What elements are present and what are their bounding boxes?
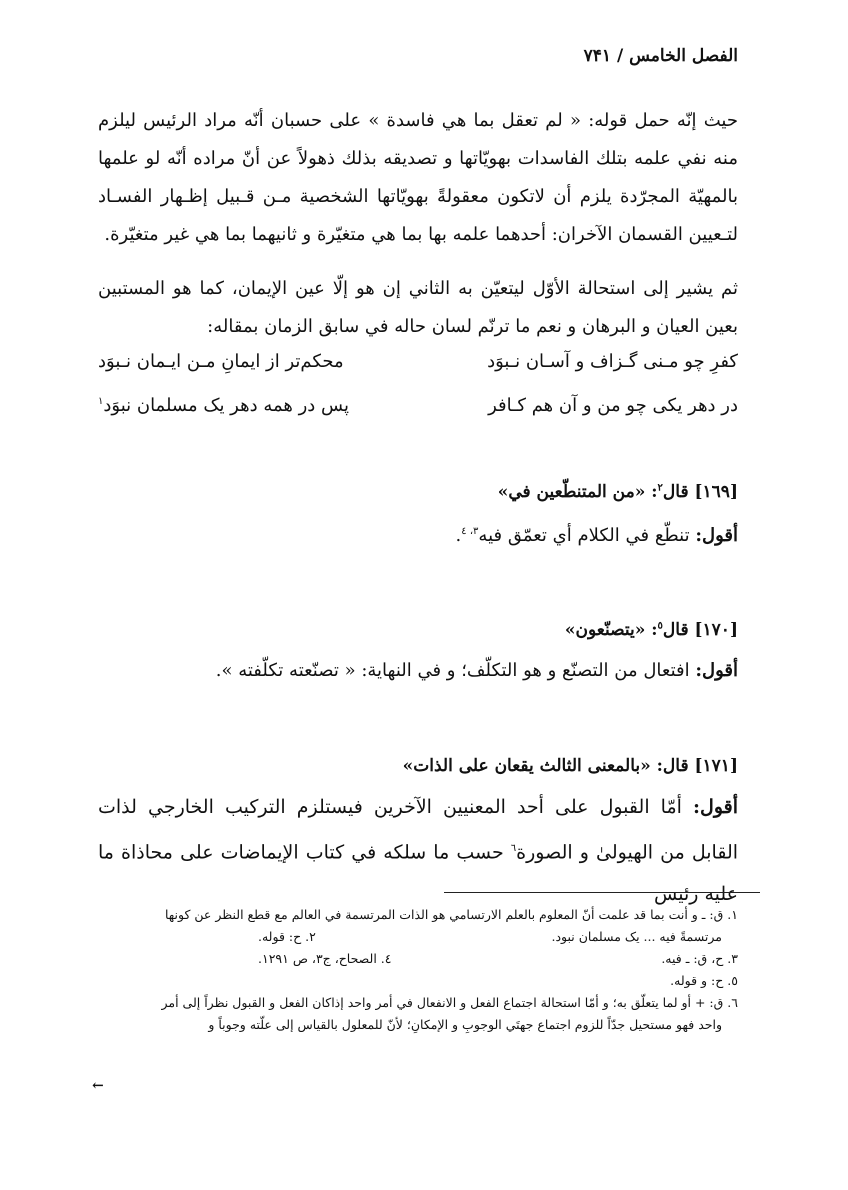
verse-2-second-text: پس در همه دهر يک مسلمان نبوَد xyxy=(103,395,350,416)
entry-171-number: [١٧١] قال xyxy=(662,756,738,776)
entry-169-aqul: أقول: xyxy=(695,525,738,546)
footnote-row-1b-2 xyxy=(78,926,738,948)
footnote-4: ٤. الصحاح، ج٣، ص ١٢٩١. xyxy=(258,951,392,966)
verse-line-2 xyxy=(98,395,738,439)
entry-171-end: حسب ما سلكه في كتاب الإيماضات على محاذاة ما عليه رئيس xyxy=(98,841,738,906)
footnote-3: ٣. ح، ق: ـ فيه. xyxy=(661,951,738,966)
entry-170-quote: : «يتصنّعون» xyxy=(564,620,658,640)
footnote-1-continued: مرتسمةً فيه ... يک مسلمان نبود. xyxy=(551,929,722,944)
entry-171-quote: : «بالمعنى الثالث يقعان على الذات» xyxy=(402,756,663,776)
continue-arrow-icon: ← xyxy=(92,1078,104,1094)
entry-171-aqul: أقول: xyxy=(693,796,738,818)
running-head: الفصل الخامس / ۷۴۱ xyxy=(583,46,738,66)
footnote-separator xyxy=(444,892,760,893)
entry-169-quote: : «من المتنطّعين في» xyxy=(497,482,658,502)
entry-169-end: . xyxy=(455,525,462,546)
verse-2-second-hemistich xyxy=(98,395,349,416)
footnote-ref-1: ١ xyxy=(98,396,104,407)
entry-169-number: [١٦٩] قال xyxy=(662,482,738,502)
entry-169-body xyxy=(456,525,738,546)
poem-verses xyxy=(98,351,738,439)
entry-170-aqul: أقول: xyxy=(695,660,738,681)
entry-171-text: أمّا القبول على أحد المعنيين الآخرين فيستلزم التركيب الخارجي لذات القابل من الهيولىٰ و الصورة xyxy=(98,796,739,864)
entry-170-number: [١٧٠] قال xyxy=(662,620,738,640)
footnote-ref-6: ٦ xyxy=(510,843,517,854)
footnote-6: ٦. ق: + أو لما يتعلّق به؛ و أمّا استحالة اجتماع الفعل و الانفعال في أمر واحد إذاكان الفعل و القبول نظراً إلى أمر xyxy=(161,995,738,1010)
entry-169-text: تنطّع في الكلام أي تعمّق فيه xyxy=(478,525,696,546)
entry-171-heading xyxy=(403,756,738,776)
verse-line-1 xyxy=(98,351,738,395)
footnote-5: ٥. ح: و قوله. xyxy=(670,973,738,988)
footnote-6-continued: واحد فهو مستحيل جدّاً للزوم اجتماع جهتَي الوجوبِ و الإمكانِ؛ لأنّ للمعلول بالقياس إلى علّته وجوباً و xyxy=(208,1017,722,1032)
paragraph-1: حيث إنّه حمل قوله: « لم تعقل بما هي فاسدة » على حسبان أنّه مراد الرئيس ليلزم منه نفي علمه بتلك الفاسدات بهويّاتها و تصديقه بذلك ذهولاً عن أنّ مراده أنّه لو علمها بالمهيّة المجرّدة يلزم أن لاتكون معقولةً بهويّاتها الشخصية مـن قـبيل إظـهار الفسـاد لتـعيين القسمان الآخران: أحدهما علمه بها بما هي متغيّرة و ثانيهما بما هي غير متغيّرة. xyxy=(98,110,738,245)
verse-2-first-hemistich: در دهر يكى چو من و آن هم كـافر xyxy=(488,395,738,416)
footnotes xyxy=(78,904,738,1036)
entry-171-body xyxy=(98,786,738,915)
paragraph-2: ثم يشير إلى استحالة الأوّل ليتعيّن به الثاني إن هو إلّا عين الإيمان، كما هو المستبين بعين العيان و البرهان و نعم ما ترنّم لسان حاله في سابق الزمان بمقاله: xyxy=(98,278,738,337)
entry-170-body xyxy=(216,660,738,681)
entry-170-text: افتعال من التصنّع و هو التكلّف؛ و في النهاية: « تصنّعته تكلّفته ». xyxy=(215,660,696,681)
footnote-ref-3-4: ٣، ٤ xyxy=(461,526,479,537)
footnote-2: ٢. ح: قوله. xyxy=(258,929,316,944)
footnote-row-3-4 xyxy=(78,948,738,970)
entry-169-heading xyxy=(498,482,738,502)
footnote-1: ١. ق: ـ و أنت بما قد علمت أنّ المعلوم بالعلم الارتسامي هو الذات المرتسمة في العالم مع قطع النظر عن كونها xyxy=(164,907,738,922)
verse-1-first-hemistich: كفرِ چو مـنى گـزاف و آسـان نـبوَد xyxy=(487,351,738,372)
footnote-ref-5: ٥ xyxy=(657,620,663,632)
footnote-ref-2: ٢ xyxy=(657,482,663,494)
verse-1-second-hemistich: محكم‌تر از ايمانِ مـن ايـمان نـبوَد xyxy=(98,351,344,372)
entry-170-heading xyxy=(565,620,738,640)
